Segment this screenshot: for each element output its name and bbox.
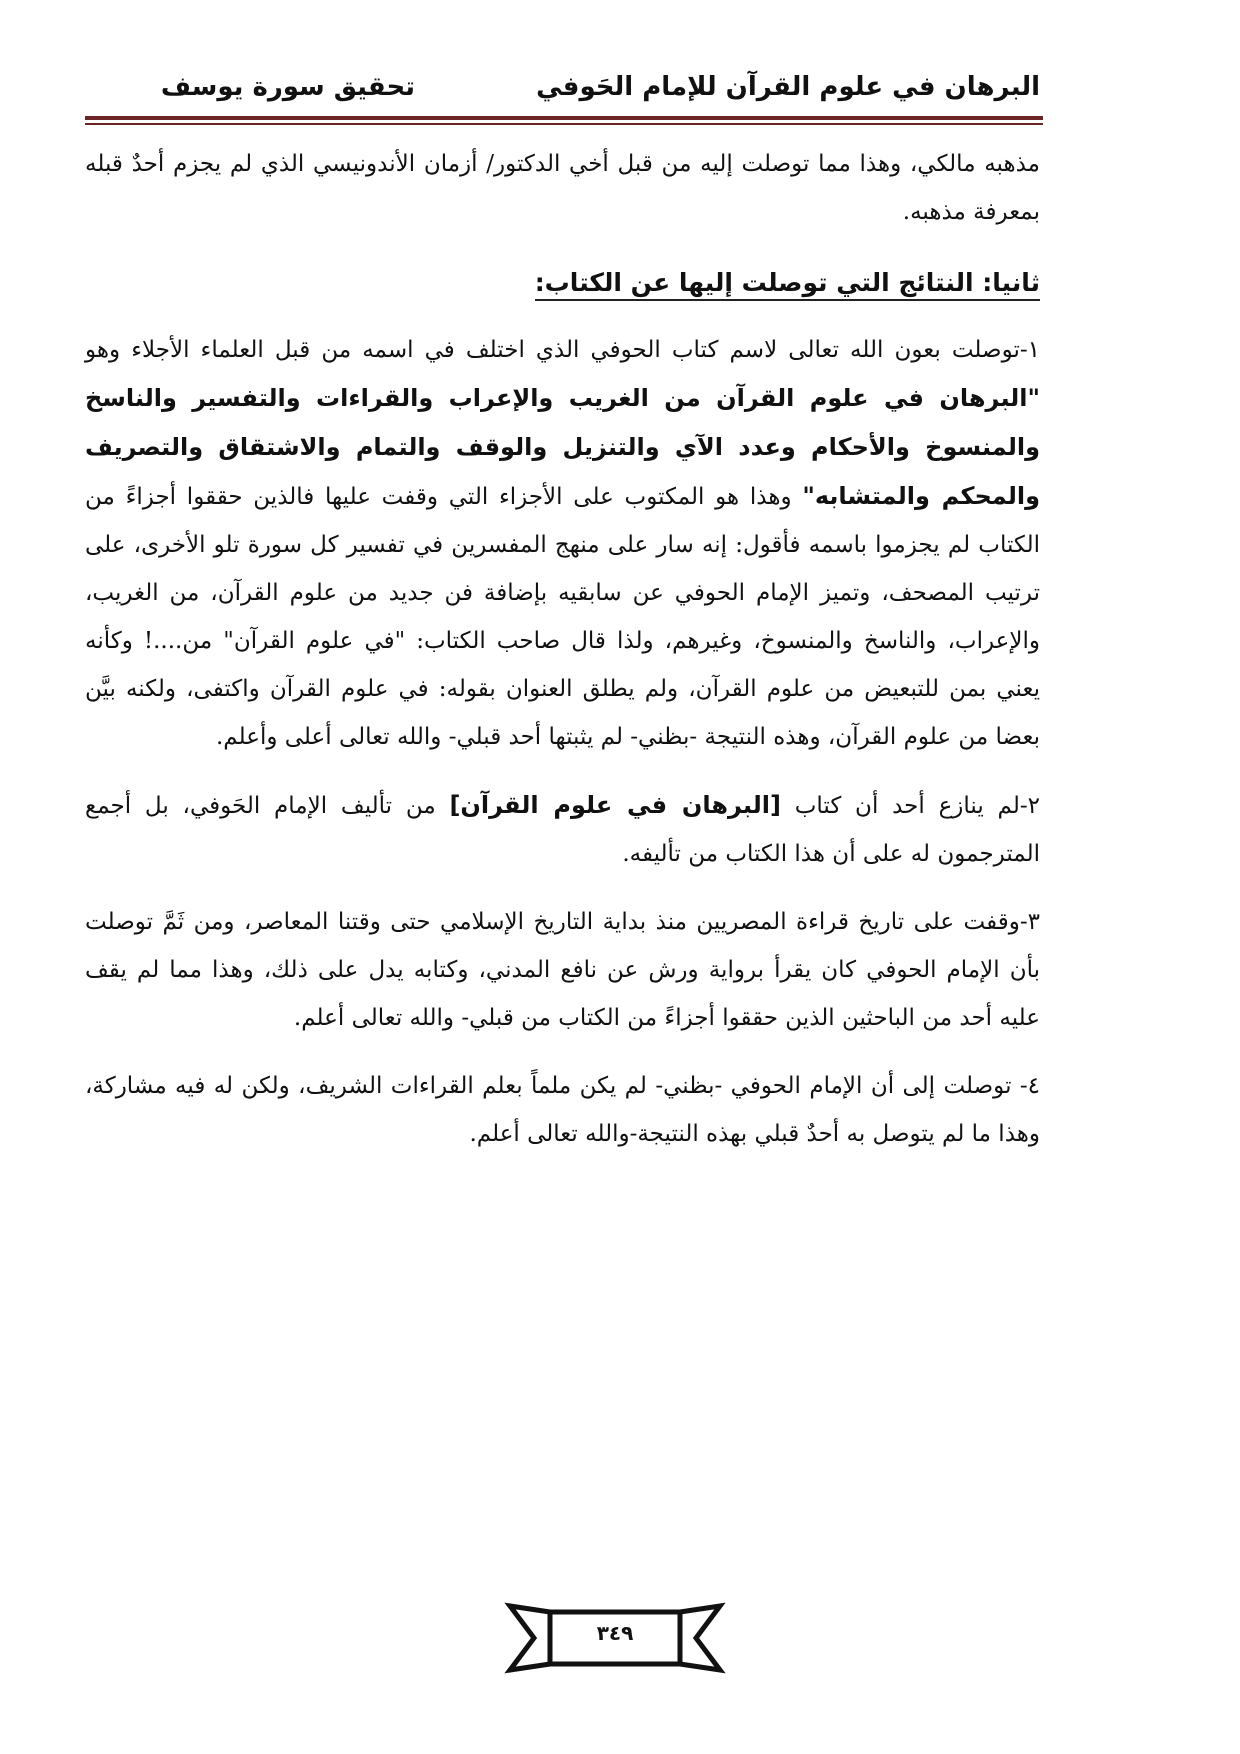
result-1-body: وهذا هو المكتوب على الأجزاء التي وقفت عليها فالذين حققوا أجزاءً من الكتاب لم يجزموا باسمه فأقول: إنه سار على منهج المفسرين في تفسير كل سورة تلو الأخرى، على ترتيب المصحف، وتميز الإمام الحوفي عن سابقيه بإضافة فن جديد من علوم القرآن، من الغريب، والإعراب، والناسخ والمنسوخ، وغيرهم، ولذا قال صاحب الكتاب: "في علوم القرآن" من....! وكأنه يعني بمن للتبعيض من علوم القرآن، ولم يطلق العنوان بقوله: في علوم القرآن واكتفى، ولكنه بيَّن بعضا من علوم القرآن، وهذه النتيجة -بظني- لم يثبتها أحد قبلي- والله تعالى أعلى وأعلم.	[85, 484, 1040, 750]
results-heading	[85, 262, 1040, 304]
book-short-title: [البرهان في علوم القرآن]	[449, 791, 781, 819]
result-3-paragraph: ٣-وقفت على تاريخ قراءة المصريين منذ بداية التاريخ الإسلامي حتى وقتنا المعاصر، ومن ثَمَّ توصلت بأن الإمام الحوفي كان يقرأ برواية ورش عن نافع المدني، وكتابه يدل على ذلك، وهذا مما لم يقف عليه أحد من الباحثين الذين حققوا أجزاءً من الكتاب من قبلي- والله تعالى أعلم.	[85, 909, 1040, 1031]
book-title: البرهان في علوم القرآن للإمام الحَوفي	[536, 72, 1040, 102]
result-1-intro: ١-توصلت بعون الله تعالى لاسم كتاب الحوفي الذي اختلف في اسمه من قبل العلماء الأجلاء وهو	[85, 337, 1040, 363]
page-body	[85, 140, 1040, 1158]
result-4-paragraph: ٤- توصلت إلى أن الإمام الحوفي -بظني- لم يكن ملماً بعلم القراءات الشريف، ولكن له فيه مشاركة، وهذا ما لم يتوصل به أحدٌ قبلي بهذه النتيجة-والله تعالى أعلم.	[85, 1073, 1040, 1147]
page-header	[85, 72, 1040, 112]
header-rule-thick	[85, 116, 1043, 120]
section-title: تحقيق سورة يوسف	[160, 72, 415, 102]
result-2-paragraph	[85, 781, 1040, 878]
intro-paragraph: مذهبه مالكي، وهذا مما توصلت إليه من قبل أخي الدكتور/ أزمان الأندونيسي الذي لم يجزم أحدٌ قبله بمعرفة مذهبه.	[85, 151, 1040, 225]
result-2-intro: ٢-لم ينازع أحد أن كتاب	[780, 793, 1040, 819]
book-full-title: "البرهان في علوم القرآن من الغريب والإعراب والقراءات والتفسير والناسخ والمنسوخ والأحكام وعدد الآي والتنزيل والوقف والتمام والاشتقاق والتصريف والمحكم والمتشابه"	[85, 384, 1040, 510]
result-2-body: من تأليف الإمام الحَوفي، بل أجمع المترجمون له على أن هذا الكتاب من تأليفه.	[85, 793, 1040, 867]
page-number-ornament	[500, 1600, 730, 1680]
result-1-paragraph	[85, 326, 1040, 761]
page-number: ٣٤٩	[596, 1621, 634, 1645]
results-heading-text: ثانيا: النتائج التي توصلت إليها عن الكتاب:	[535, 268, 1040, 301]
header-rule-thin	[85, 123, 1043, 125]
